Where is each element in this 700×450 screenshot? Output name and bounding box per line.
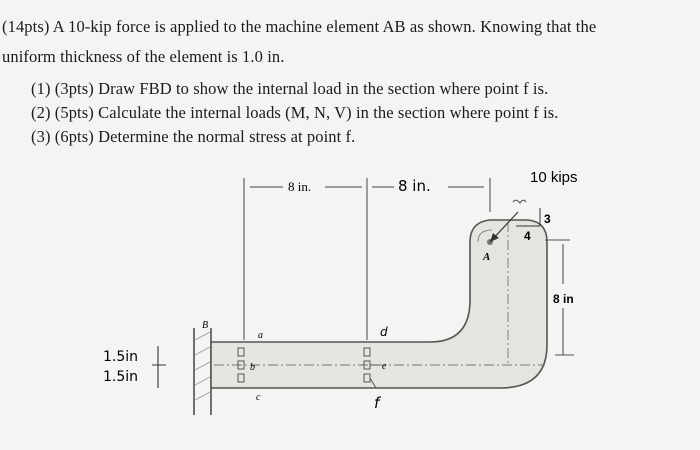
- force-label: 10 kips: [530, 169, 578, 186]
- wall-hatch: [195, 332, 210, 400]
- label-a: a: [258, 330, 263, 341]
- question-3: (3) (6pts) Determine the normal stress at point f.: [31, 127, 356, 146]
- dim-label-right: 8 in.: [398, 177, 431, 195]
- machine-element-AB: [211, 220, 547, 388]
- label-B: B: [202, 320, 209, 331]
- label-A: A: [483, 251, 491, 263]
- label-d: d: [380, 325, 388, 339]
- thickness-label-bottom: 1.5in: [103, 369, 139, 385]
- label-b: b: [250, 362, 255, 373]
- label-c: c: [256, 392, 261, 403]
- slope-rise-label: 3: [544, 212, 551, 226]
- question-2: (2) (5pts) Calculate the internal loads (M, N, V) in the section where point f is.: [31, 103, 559, 122]
- thickness-label-top: 1.5in: [103, 349, 139, 365]
- vertical-dim-label: 8 in: [553, 292, 574, 306]
- dim-label-left: 8 in.: [288, 179, 312, 194]
- label-f: f: [374, 394, 380, 412]
- problem-line-2: uniform thickness of the element is 1.0 in.: [2, 47, 285, 66]
- machine-element-figure: [0, 160, 700, 450]
- question-1: (1) (3pts) Draw FBD to show the internal load in the section where point f is.: [31, 79, 549, 98]
- handwritten-mark: [513, 200, 526, 203]
- problem-line-1: (14pts) A 10-kip force is applied to the machine element AB as shown. Knowing that the: [2, 17, 597, 36]
- label-e: e: [382, 361, 387, 372]
- slope-run-label: 4: [524, 229, 531, 243]
